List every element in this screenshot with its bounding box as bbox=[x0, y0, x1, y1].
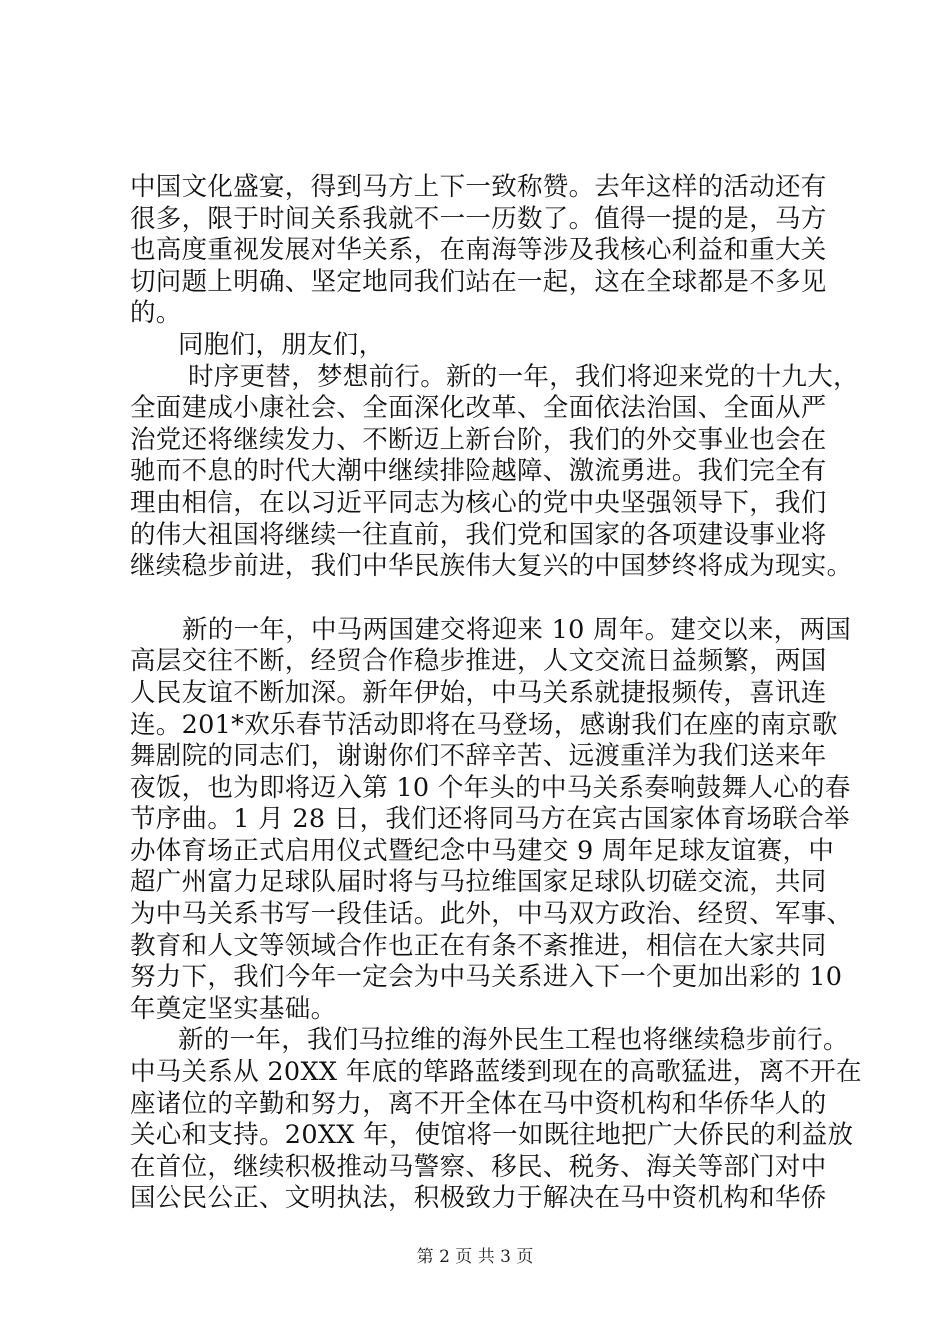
text-line: 继续稳步前进，我们中华民族伟大复兴的中国梦终将成为现实。 bbox=[130, 551, 853, 582]
text-line: 中马关系从 20XX 年底的筚路蓝缕到现在的高歌猛进，离不开在 bbox=[130, 1057, 862, 1088]
salutation: 同胞们，朋友们， bbox=[178, 329, 385, 360]
text-line: 人民友谊不断加深。新年伊始，中马关系就捷报频传，喜讯连 bbox=[130, 677, 827, 708]
page-number-footer: 第 2 页 共 3 页 bbox=[416, 1247, 534, 1267]
text-line: 国公民公正、文明执法，积极致力于解决在马中资机构和华侨 bbox=[130, 1183, 827, 1214]
text-line: 在首位，继续积极推动马警察、移民、税务、海关等部门对中 bbox=[130, 1151, 827, 1182]
text-line: 高层交往不断，经贸合作稳步推进，人文交流日益频繁，两国 bbox=[130, 646, 827, 677]
paragraph-spacer bbox=[130, 583, 840, 615]
text-line: 新的一年，我们马拉维的海外民生工程也将继续稳步前行。 bbox=[178, 1025, 849, 1056]
text-line: 也高度重视发展对华关系，在南海等涉及我核心利益和重大关 bbox=[130, 235, 827, 266]
text-line: 驰而不息的时代大潮中继续排险越障、激流勇进。我们完全有 bbox=[130, 456, 827, 487]
text-line: 理由相信，在以习近平同志为核心的党中央坚强领导下，我们 bbox=[130, 487, 827, 518]
text-line: 的伟大祖国将继续一往直前，我们党和国家的各项建设事业将 bbox=[130, 519, 827, 550]
text-line: 为中马关系书写一段佳话。此外，中马双方政治、经贸、军事、 bbox=[130, 899, 853, 930]
paragraph-2 bbox=[130, 361, 859, 583]
text-line: 努力下，我们今年一定会为中马关系进入下一个更加出彩的 10 bbox=[130, 962, 843, 993]
text-line: 新的一年，中马两国建交将迎来 10 周年。建交以来，两国 bbox=[182, 614, 852, 645]
text-line: 治党还将继续发力、不断迈上新台阶，我们的外交事业也会在 bbox=[130, 424, 827, 455]
document-body bbox=[130, 172, 862, 1215]
text-line: 连。201*欢乐春节活动即将在马登场，感谢我们在座的南京歌 bbox=[130, 709, 838, 740]
text-line: 切问题上明确、坚定地同我们站在一起，这在全球都是不多见 bbox=[130, 266, 827, 297]
text-line: 办体育场正式启用仪式暨纪念中马建交 9 周年足球友谊赛，中 bbox=[130, 835, 835, 866]
paragraph-1 bbox=[130, 172, 840, 330]
text-line: 座诸位的辛勤和努力，离不开全体在马中资机构和华侨华人的 bbox=[130, 1088, 827, 1119]
text-line: 教育和人文等领域合作也正在有条不紊推进，相信在大家共同 bbox=[130, 930, 827, 961]
text-line: 舞剧院的同志们，谢谢你们不辞辛苦、远渡重洋为我们送来年 bbox=[130, 741, 827, 772]
text-line: 关心和支持。20XX 年，使馆将一如既往地把广大侨民的利益放 bbox=[130, 1120, 854, 1151]
text-line: 中国文化盛宴，得到马方上下一致称赞。去年这样的活动还有 bbox=[130, 172, 827, 202]
text-line: 的。 bbox=[130, 298, 182, 329]
text-line: 超广州富力足球队届时将与马拉维国家足球队切磋交流，共同 bbox=[130, 867, 827, 898]
text-line: 年奠定坚实基础。 bbox=[130, 993, 337, 1024]
text-line: 节序曲。1 月 28 日，我们还将同马方在宾古国家体育场联合举 bbox=[130, 804, 850, 835]
text-line: 全面建成小康社会、全面深化改革、全面依法治国、全面从严 bbox=[130, 393, 827, 424]
paragraph-3 bbox=[130, 614, 853, 1026]
text-line: 很多，限于时间关系我就不一一历数了。值得一提的是，马方 bbox=[130, 203, 827, 234]
text-line: 夜饭，也为即将迈入第 10 个年头的中马关系奏响鼓舞人心的春 bbox=[130, 772, 851, 803]
text-line: 时序更替，梦想前行。新的一年，我们将迎来党的十九大， bbox=[188, 361, 859, 392]
paragraph-4 bbox=[130, 1025, 862, 1215]
